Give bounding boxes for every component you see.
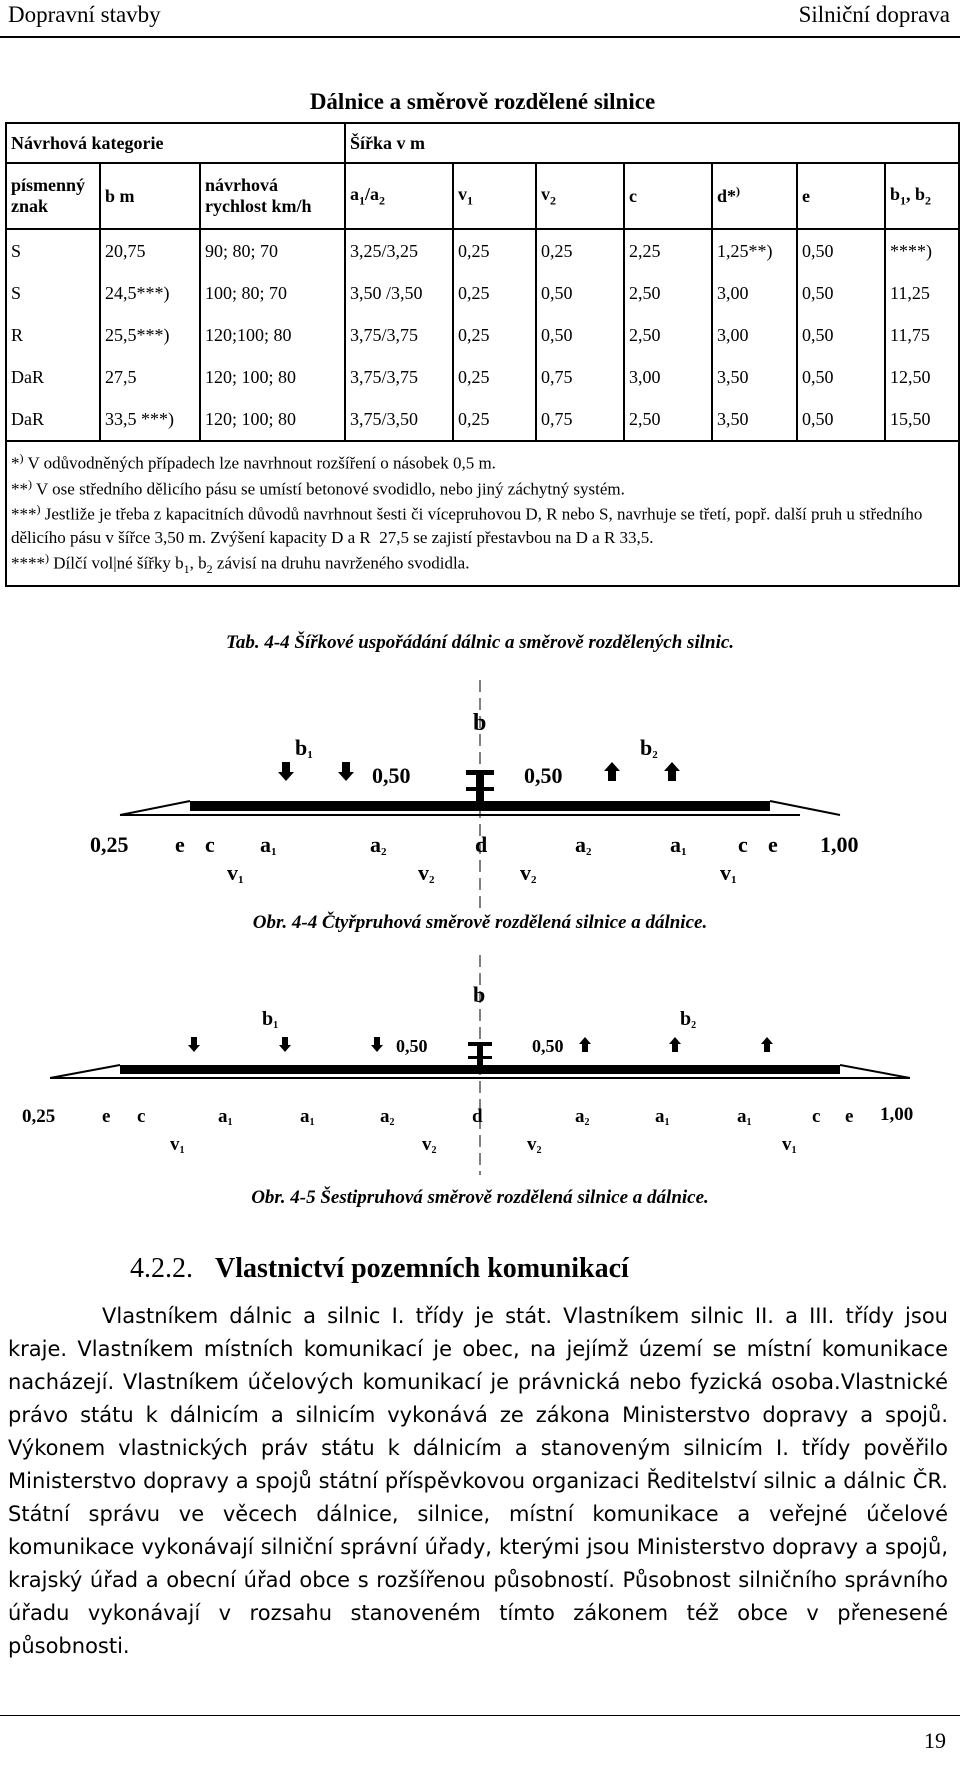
cell-b12: ****) xyxy=(885,229,959,272)
note-4: ****) Dílčí vol|né šířky $b_1$, $b_2$ závisí na druhu navrženého svodidla. xyxy=(11,550,470,576)
label-median-right: 0,50 xyxy=(524,763,563,788)
col-a-header: $a_1/a_2$ xyxy=(345,163,453,229)
svg-text:a1: a1 xyxy=(260,832,277,858)
up-arrow-icon xyxy=(669,1037,681,1052)
cell-v1: 0,25 xyxy=(453,314,536,356)
cell-b12: 11,25 xyxy=(885,272,959,314)
paragraph-text: Vlastníkem dálnic a silnic I. třídy je stát. Vlastníkem silnic II. a III. třídy jsou kraje. Vlastníkem místních komunikací je obec, na jejímž území se místní komunikace nacházejí. Vlastníkem účelových komunikací je právnická nebo fyzická osoba.Vlastnické právo státu k dálnicím a silnicím vykonává ze zákona Ministerstvo dopravy a spojů. Výkonem vlastnických práv státu k dálnicím a stanoveným silnicím I. třídy pověřilo Ministerstvo dopravy a spojů státní příspěvkovou organizaci Ředitelství silnic a dálnic ČR. Státní správu ve věcech dálnice, silnice, místní komunikace a veřejné účelové komunikace vykonávají silniční správní úřady, kterými jsou Ministerstvo dopravy a spojů, krajský úřad a obecní úřad obce s rozšířenou působností. Působnost silničního správního úřadu vykonávají v rozsahu stanoveném tímto zákonem též obce v přenesené působnosti. xyxy=(8,1304,948,1658)
cell-c: 2,25 xyxy=(624,229,712,272)
svg-text:v1: v1 xyxy=(227,860,244,886)
width-table xyxy=(5,82,960,587)
cell-a: 3,50 /3,50 xyxy=(345,272,453,314)
group-width-header: Šířka v m xyxy=(345,123,959,163)
col-d-header: d*) xyxy=(712,163,797,229)
header-right: Silniční doprava xyxy=(798,2,950,27)
dimension-labels xyxy=(22,1104,913,1156)
section-title: Vlastnictví pozemních komunikací xyxy=(215,1253,629,1284)
svg-text:e: e xyxy=(845,1106,854,1127)
table-row xyxy=(6,356,959,398)
cell-v1: 0,25 xyxy=(453,398,536,441)
figure-2-caption: Obr. 4-5 Šestipruhová směrově rozdělená silnice a dálnice. xyxy=(251,1187,709,1208)
cell-b: 25,5***) xyxy=(100,314,200,356)
cell-speed: 120; 100; 80 xyxy=(200,398,345,441)
cell-b12: 11,75 xyxy=(885,314,959,356)
cell-b12: 15,50 xyxy=(885,398,959,441)
table-row xyxy=(6,229,959,272)
label-right-edge: 1,00 xyxy=(880,1104,914,1125)
label-median-left: 0,50 xyxy=(396,1036,428,1056)
svg-text:v1: v1 xyxy=(782,1134,797,1156)
table-notes xyxy=(6,441,959,586)
svg-text:c: c xyxy=(205,832,215,857)
page-header xyxy=(0,0,960,38)
figure-four-lane xyxy=(0,675,960,915)
median-barrier-icon xyxy=(466,770,494,805)
svg-text:e: e xyxy=(175,832,185,857)
svg-text:c: c xyxy=(812,1106,821,1127)
cell-v2: 0,50 xyxy=(536,314,624,356)
dimension-labels xyxy=(90,832,859,886)
col-v1-header: $v_1$ xyxy=(453,163,536,229)
col-speed-header: návrhová rychlost km/h xyxy=(200,163,345,229)
table-body xyxy=(6,229,959,441)
label-median-left: 0,50 xyxy=(372,763,411,788)
svg-text:a1: a1 xyxy=(300,1106,315,1128)
svg-text:v2: v2 xyxy=(418,860,435,886)
figure-six-lane xyxy=(0,950,960,1180)
cell-v2: 0,75 xyxy=(536,398,624,441)
down-arrow-icon xyxy=(371,1037,383,1052)
footer-divider xyxy=(0,1715,960,1716)
col-b12-header: $b_1$, $b_2$ xyxy=(885,163,959,229)
page-number: 19 xyxy=(924,1728,946,1753)
down-arrow-icon xyxy=(188,1037,200,1052)
cell-b: 20,75 xyxy=(100,229,200,272)
cell-c: 3,00 xyxy=(624,356,712,398)
cell-speed: 120;100; 80 xyxy=(200,314,345,356)
svg-text:v1: v1 xyxy=(170,1134,185,1156)
section-number: 4.2.2. xyxy=(130,1253,193,1284)
cell-d: 3,00 xyxy=(712,314,797,356)
cell-c: 2,50 xyxy=(624,314,712,356)
cell-a: 3,75/3,75 xyxy=(345,356,453,398)
section-paragraph xyxy=(8,1300,948,1663)
cell-letter: S xyxy=(6,229,100,272)
svg-text:v2: v2 xyxy=(422,1134,437,1156)
table-row xyxy=(6,314,959,356)
svg-text:a2: a2 xyxy=(370,832,387,858)
svg-text:c: c xyxy=(137,1106,146,1127)
label-left-edge: 0,25 xyxy=(90,832,129,857)
table-row xyxy=(6,398,959,441)
cell-letter: DaR xyxy=(6,356,100,398)
up-arrow-icon xyxy=(604,762,620,781)
svg-text:a2: a2 xyxy=(575,832,592,858)
svg-text:e: e xyxy=(102,1106,111,1127)
cell-speed: 90; 80; 70 xyxy=(200,229,345,272)
cell-letter: S xyxy=(6,272,100,314)
svg-text:d: d xyxy=(472,1106,483,1127)
cell-d: 1,25**) xyxy=(712,229,797,272)
up-arrow-icon xyxy=(579,1037,591,1052)
label-b: b xyxy=(473,982,486,1007)
table-title: Dálnice a směrově rozdělené silnice xyxy=(309,88,656,114)
header-left: Dopravní stavby xyxy=(8,2,161,27)
road-deck xyxy=(190,801,770,811)
cell-v1: 0,25 xyxy=(453,272,536,314)
note-1: *) V odůvodněných případech lze navrhnout rozšíření o násobek 0,5 m. xyxy=(11,451,496,473)
cell-v1: 0,25 xyxy=(453,229,536,272)
cell-d: 3,00 xyxy=(712,272,797,314)
cell-v2: 0,50 xyxy=(536,272,624,314)
col-c-header: c xyxy=(624,163,712,229)
label-b1: b1 xyxy=(262,1008,279,1031)
col-b-header: b m xyxy=(100,163,200,229)
cell-c: 2,50 xyxy=(624,272,712,314)
svg-text:c: c xyxy=(738,832,748,857)
label-b: b xyxy=(473,710,487,736)
cell-b12: 12,50 xyxy=(885,356,959,398)
svg-text:a1: a1 xyxy=(670,832,687,858)
svg-text:v2: v2 xyxy=(527,1134,542,1156)
cell-letter: DaR xyxy=(6,398,100,441)
note-3: ***) Jestliže je třeba z kapacitních důvodů navrhnout šesti či vícepruhovou D, R nebo S, navrhuje se třetí, popř. další pruh u středního dělicího pásu v šířce 3,50 m. Zvýšení kapacity D a R 27,5 se zajistí přestavbou na D a R 33,5. xyxy=(11,502,923,547)
col-v2-header: $v_2$ xyxy=(536,163,624,229)
cell-speed: 100; 80; 70 xyxy=(200,272,345,314)
label-left-edge: 0,25 xyxy=(22,1106,56,1127)
note-2: **) V ose středního dělicího pásu se umístí betonové svodidlo, nebo jiný záchytný systém. xyxy=(11,476,625,499)
cell-a: 3,75/3,50 xyxy=(345,398,453,441)
table-row xyxy=(6,272,959,314)
cell-e: 0,50 xyxy=(797,229,885,272)
label-b2: b2 xyxy=(680,1008,697,1031)
svg-text:v2: v2 xyxy=(520,860,537,886)
down-arrow-icon xyxy=(279,1037,291,1052)
cell-letter: R xyxy=(6,314,100,356)
label-median-right: 0,50 xyxy=(532,1036,564,1056)
down-arrow-icon xyxy=(278,762,294,781)
svg-text:a1: a1 xyxy=(655,1106,670,1128)
svg-text:a1: a1 xyxy=(737,1106,752,1128)
svg-text:a2: a2 xyxy=(575,1106,590,1128)
cell-e: 0,50 xyxy=(797,272,885,314)
cell-e: 0,50 xyxy=(797,356,885,398)
cell-e: 0,50 xyxy=(797,398,885,441)
cell-a: 3,25/3,25 xyxy=(345,229,453,272)
cell-b: 27,5 xyxy=(100,356,200,398)
group-category-header: Návrhová kategorie xyxy=(6,123,345,163)
cell-v1: 0,25 xyxy=(453,356,536,398)
up-arrow-icon xyxy=(664,762,680,781)
cell-a: 3,75/3,75 xyxy=(345,314,453,356)
cell-v2: 0,25 xyxy=(536,229,624,272)
up-arrow-icon xyxy=(761,1037,773,1052)
svg-text:a2: a2 xyxy=(380,1106,395,1128)
cell-b: 33,5 ***) xyxy=(100,398,200,441)
svg-text:e: e xyxy=(768,832,778,857)
cell-e: 0,50 xyxy=(797,314,885,356)
svg-text:v1: v1 xyxy=(720,860,737,886)
label-b2: b2 xyxy=(640,735,658,761)
cell-c: 2,50 xyxy=(624,398,712,441)
svg-text:d: d xyxy=(475,832,488,857)
table-caption: Tab. 4-4 Šířkové uspořádání dálnic a směrově rozdělených silnic. xyxy=(225,632,735,653)
col-letter-header: písmenný znak xyxy=(6,163,100,229)
cell-v2: 0,75 xyxy=(536,356,624,398)
cell-speed: 120; 100; 80 xyxy=(200,356,345,398)
down-arrow-icon xyxy=(338,762,354,781)
svg-text:a1: a1 xyxy=(218,1106,233,1128)
cell-b: 24,5***) xyxy=(100,272,200,314)
col-e-header: e xyxy=(797,163,885,229)
road-deck xyxy=(120,1065,840,1074)
figure-1-caption: Obr. 4-4 Čtyřpruhová směrově rozdělená silnice a dálnice. xyxy=(252,912,708,933)
label-b1: b1 xyxy=(295,735,313,761)
section-heading xyxy=(130,1253,629,1285)
cell-d: 3,50 xyxy=(712,356,797,398)
label-right-edge: 1,00 xyxy=(820,832,859,857)
cell-d: 3,50 xyxy=(712,398,797,441)
